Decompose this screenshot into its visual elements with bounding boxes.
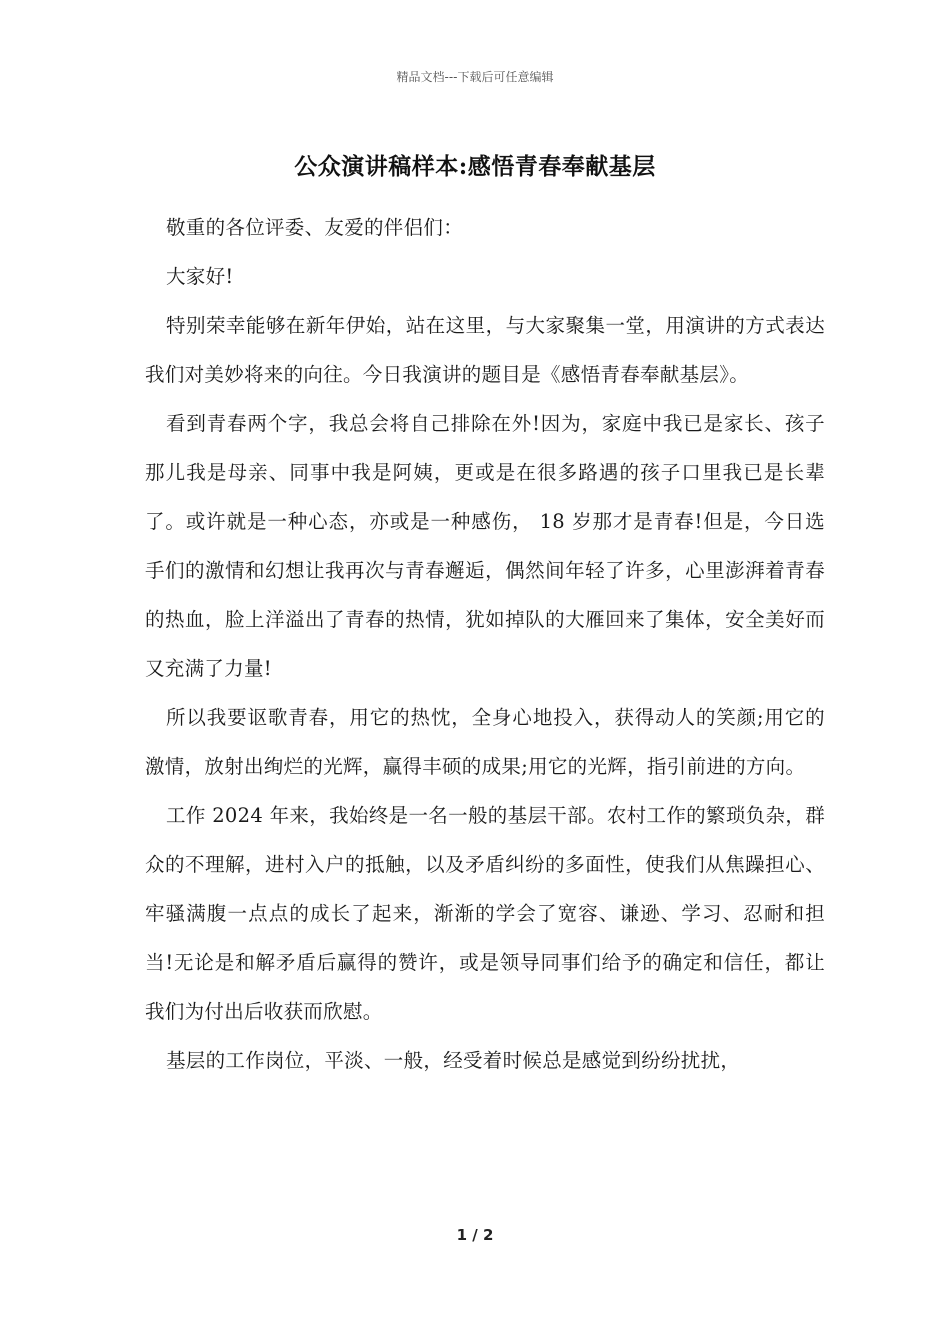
page-number: 1 / 2 — [456, 1226, 494, 1244]
paragraph-work: 工作 2024 年来，我始终是一名一般的基层干部。农村工作的繁琐负杂，群众的不理解，进村入户的抵触，以及矛盾纠纷的多面性，使我们从焦躁担心、牢骚满腹一点点的成长了起来，渐渐的学会了宽容、谦逊、学习、忍耐和担当!无论是和解矛盾后赢得的赞许，或是领导同事们给予的确定和信任，都让我们为付出后收获而欣慰。 — [145, 804, 825, 1023]
document-body — [145, 203, 825, 1085]
document-title: 公众演讲稿样本:感悟青春奉献基层 — [294, 153, 656, 180]
paragraph-greeting: 大家好! — [166, 265, 234, 288]
paragraph-praise: 所以我要讴歌青春，用它的热忱，全身心地投入，获得动人的笑颜;用它的激情，放射出绚烂的光辉，赢得丰硕的成果;用它的光辉，指引前进的方向。 — [145, 706, 825, 778]
paragraph-youth: 看到青春两个字，我总会将自己排除在外!因为，家庭中我已是家长、孩子那儿我是母亲、同事中我是阿姨，更或是在很多路遇的孩子口里我已是长辈了。或许就是一种心态，亦或是一种感伤， 18 岁那才是青春!但是，今日选手们的激情和幻想让我再次与青春邂逅，偶然间年轻了许多，心里澎湃着青春的热血，脸上洋溢出了青春的热情，犹如掉队的大雁回来了集体，安全美好而又充满了力量! — [145, 412, 825, 680]
paragraph-grassroots: 基层的工作岗位，平淡、一般，经受着时候总是感觉到纷纷扰扰， — [166, 1049, 741, 1072]
paragraph-salutation: 敬重的各位评委、友爱的伴侣们： — [166, 216, 464, 239]
paragraph-intro: 特别荣幸能够在新年伊始，站在这里，与大家聚集一堂，用演讲的方式表达我们对美妙将来的向往。今日我演讲的题目是《感悟青春奉献基层》。 — [145, 314, 825, 386]
header-note: 精品文档---下载后可任意编辑 — [396, 70, 554, 84]
